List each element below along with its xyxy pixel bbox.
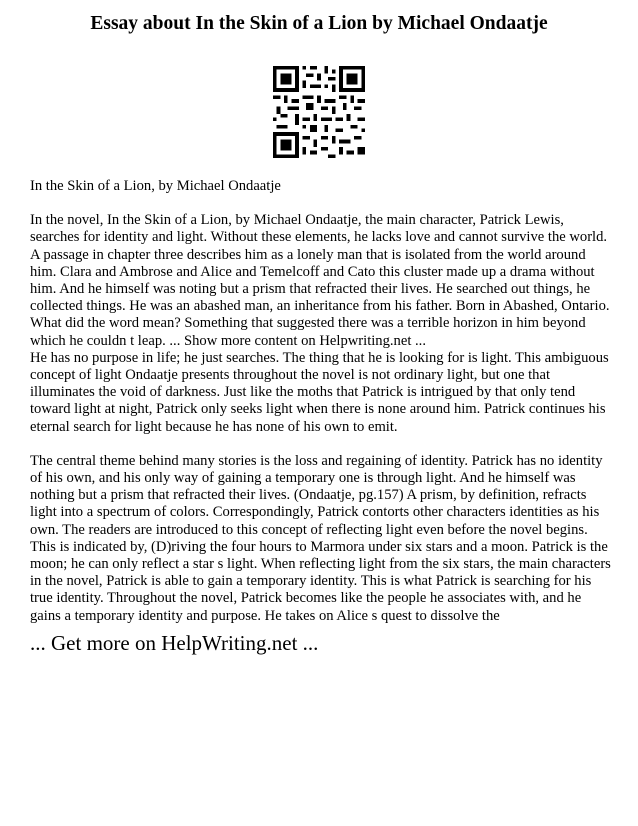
get-more-link[interactable]: ... Get more on HelpWriting.net ...	[30, 631, 319, 655]
qr-code	[273, 66, 365, 158]
essay-paragraph-3: The central theme behind many stories is the loss and regaining of identity. Patrick has no identity of his own, and his only way of gaining a temporary one is through light. And he himself was nothing but a prism that refracted their lives. (Ondaatje, pg.157) A prism, by definition, refracts light into a spectrum of colors. Correspondingly, Patrick contorts other characters identities as his own. The readers are introduced to this concept of reflecting light even before the novel begins. This is indicated by, (D)riving the four hours to Marmora under six stars and a moon. Patrick is the moon; he can only reflect a star s light. When reflecting light from the six stars, the main characters in the novel, Patrick is able to gain a temporary identity. This is what Patrick is searching for his true identity. Throughout the novel, Patrick becomes like the people he associates with, and he gains a temporary identity and purpose. He takes on Alice s quest to dissolve the	[30, 452, 611, 624]
essay-paragraph-2: He has no purpose in life; he just searches. The thing that he is looking for is light. This ambiguous concept of light Ondaatje presents throughout the novel is not ordinary light, but one that illuminates the void of darkness. Just like the moths that Patrick is intrigued by that only tend toward light at night, Patrick only seeks light when there is none around him. Patrick continues his eternal search for light because he has none of his own to emit.	[30, 349, 609, 435]
essay-body	[30, 178, 614, 625]
document-title: Essay about In the Skin of a Lion by Michael Ondaatje	[90, 13, 548, 34]
essay-paragraph-1: In the novel, In the Skin of a Lion, by Michael Ondaatje, the main character, Patrick Lewis, searches for identity and light. Without these elements, he lacks love and cannot survive the world. A passage in chapter three describes him as a lonely man that is isolated from the world around him. Clara and Ambrose and Alice and Temelcoff and Cato this cluster made up a drama without him. And he himself was noting but a prism that refracted their lives. He searched out things, he collected things. He was an abashed man, an inheritance from his father. Born in Abashed, Ontario. What did the word mean? Something that suggested there was a terrible horizon in him beyond which he couldn t leap. ... Show more content on Helpwriting.net ...	[30, 212, 610, 349]
essay-subtitle: In the Skin of a Lion, by Michael Ondaatje	[30, 178, 281, 194]
